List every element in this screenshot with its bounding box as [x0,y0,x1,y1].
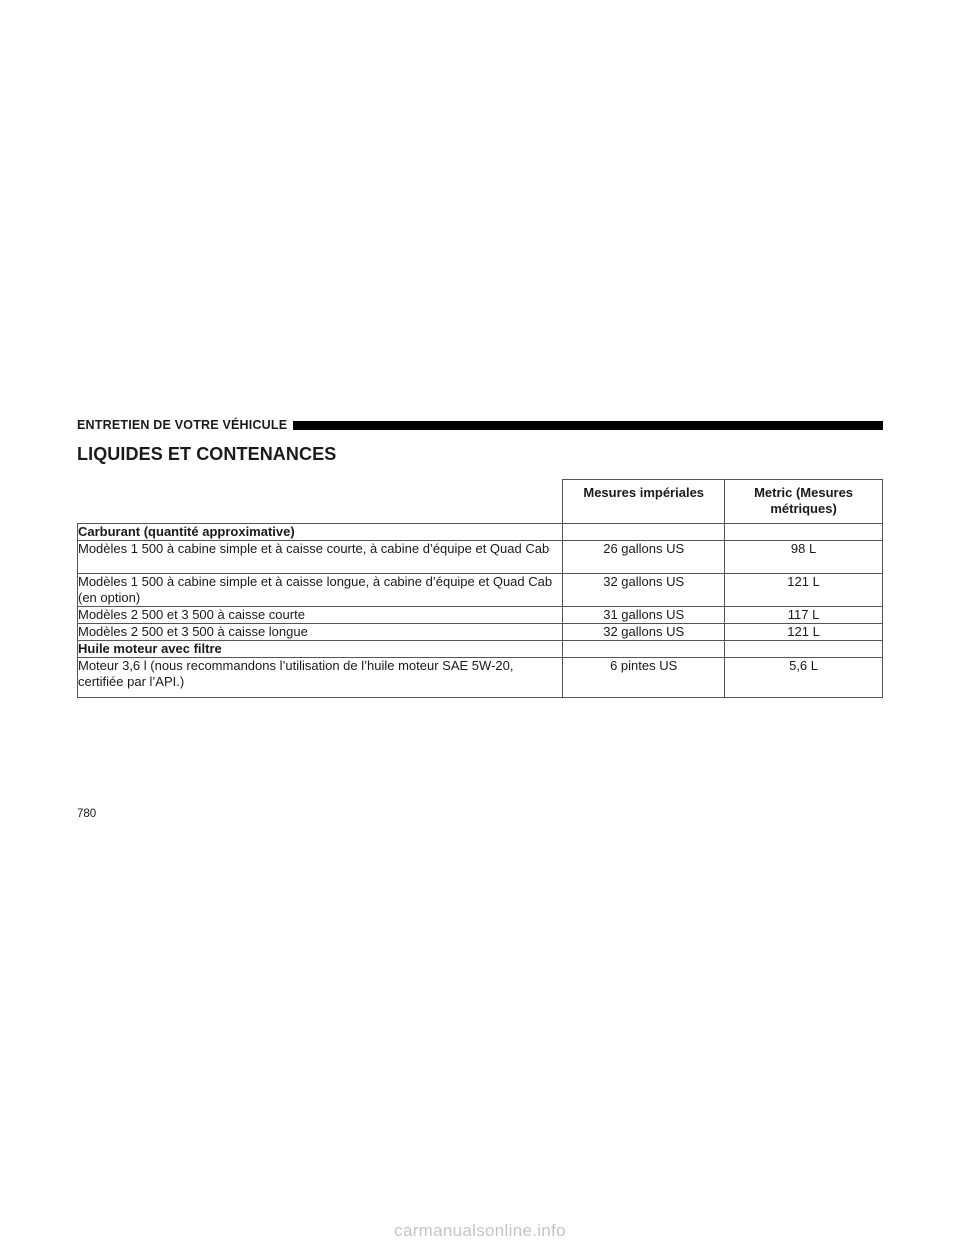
cell-description: Carburant (quantité approximative) [78,524,563,541]
cell-metric: 121 L [725,574,883,607]
table-row [78,658,883,698]
cell-imperial: 31 gallons US [563,607,725,624]
table-row [78,607,883,624]
cell-description: Moteur 3,6 l (nous recommandons l’utilisation de l’huile moteur SAE 5W-20, certifiée par l’API.) [78,658,563,698]
cell-metric: 5,6 L [725,658,883,698]
cell-description: Modèles 1 500 à cabine simple et à caisse longue, à cabine d’équipe et Quad Cab (en option) [78,574,563,607]
cell-imperial: 32 gallons US [563,624,725,641]
table-row-category [78,641,883,658]
page-number: 780 [77,808,97,820]
cell-imperial: 6 pintes US [563,658,725,698]
cell-description: Modèles 1 500 à cabine simple et à caisse courte, à cabine d’équipe et Quad Cab [78,541,563,574]
cell-description: Modèles 2 500 et 3 500 à caisse longue [78,624,563,641]
cell-description: Huile moteur avec filtre [78,641,563,658]
watermark-text: carmanualsonline.info [394,1221,566,1240]
capacities-table [77,479,883,698]
table-row [78,574,883,607]
cell-imperial: 26 gallons US [563,541,725,574]
cell-imperial: 32 gallons US [563,574,725,607]
section-header [77,417,883,433]
table-row [78,624,883,641]
cell-metric: 98 L [725,541,883,574]
column-header-imperial: Mesures impériales [563,480,725,524]
cell-metric: 121 L [725,624,883,641]
cell-imperial [563,641,725,658]
cell-metric [725,524,883,541]
cell-metric: 117 L [725,607,883,624]
table-header-row [78,480,883,524]
cell-description: Modèles 2 500 et 3 500 à caisse courte [78,607,563,624]
table-row [78,541,883,574]
page-title: LIQUIDES ET CONTENANCES [77,444,337,464]
table-row-category [78,524,883,541]
column-header-metric: Metric (Mesures métriques) [725,480,883,524]
section-title: ENTRETIEN DE VOTRE VÉHICULE [77,418,288,432]
section-rule [293,421,883,430]
cell-metric [725,641,883,658]
column-header-description [78,480,563,524]
cell-imperial [563,524,725,541]
